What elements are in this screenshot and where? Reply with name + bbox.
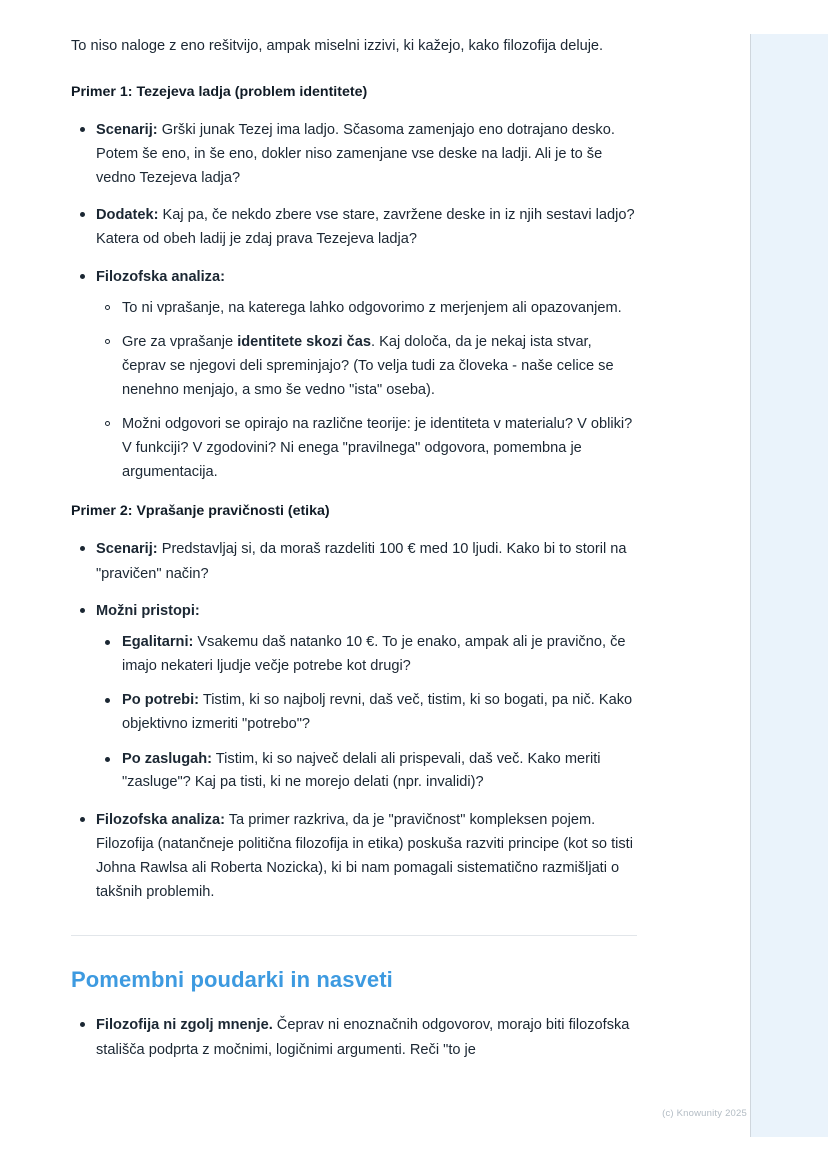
approach-label: Po potrebi: — [122, 692, 200, 709]
approach-text: Vsakemu daš natanko 10 €. To je enako, ampak ali je pravično, če imajo nekateri ljudje večje potrebe kot drugi? — [122, 633, 626, 674]
example-2-list — [71, 537, 637, 904]
list-item — [96, 297, 637, 321]
list-item — [96, 748, 637, 795]
document-content — [71, 34, 637, 1062]
rail-highlight-band — [751, 34, 828, 1137]
analysis-text-pre: Možni odgovori se opirajo na različne teorije: je identiteta v materialu? V obliki? V funkciji? V zgodovini? Ni enega "pravilnega" odgovora, pomembna je argumentacija. — [122, 416, 633, 480]
highlights-heading: Pomembni poudarki in nasveti — [71, 966, 393, 992]
item-label: Možni pristopi: — [96, 602, 200, 619]
list-item — [71, 1013, 637, 1061]
item-text: Čeprav ni enoznačnih odgovorov, morajo biti filozofska stališča podprta z močnimi, logičnimi argumenti. Reči "to je — [96, 1017, 630, 1058]
list-item — [96, 631, 637, 678]
approach-text: Tistim, ki so največ delali ali prispevali, daš več. Kako meriti "zasluge"? Kaj pa tisti, ki ne morejo delati (npr. invalidi)? — [122, 750, 601, 791]
example-1-analysis-list — [96, 297, 637, 484]
analysis-text-pre: Gre za vprašanje — [122, 334, 238, 351]
analysis-text-pre: To ni vprašanje, na katerega lahko odgovorimo z merjenjem ali opazovanjem. — [122, 299, 622, 316]
list-item — [71, 599, 637, 795]
list-item — [71, 537, 637, 585]
item-label: Scenarij: — [96, 541, 158, 558]
item-text: Kaj pa, če nekdo zbere vse stare, zavržene deske in iz njih sestavi ladjo? Katera od obeh ladij je zdaj prava Tezejeva ladja? — [96, 207, 635, 248]
item-label: Filozofija ni zgolj mnenje. — [96, 1017, 273, 1034]
item-label: Filozofska analiza: — [96, 268, 225, 285]
approach-label: Po zaslugah: — [122, 750, 213, 767]
item-text: Predstavljaj si, da moraš razdeliti 100 € med 10 ljudi. Kako bi to storil na "pravičen" način? — [96, 541, 627, 582]
item-label: Filozofska analiza: — [96, 811, 225, 828]
section-divider — [71, 935, 637, 936]
list-item — [96, 689, 637, 736]
analysis-text-bold: identitete skozi čas — [237, 334, 372, 351]
list-item — [71, 808, 637, 905]
list-item — [96, 413, 637, 484]
footer-credit: (c) Knowunity 2025 — [662, 1108, 747, 1119]
item-text: Grški junak Tezej ima ladjo. Sčasoma zamenjajo eno dotrajano desko. Potem še eno, in še eno, dokler niso zamenjane vse deske na ladji. Ali je to še vedno Tezejeva ladja? — [96, 121, 615, 186]
list-item — [71, 118, 637, 191]
right-margin-rail — [750, 34, 828, 1137]
item-text: Ta primer razkriva, da je "pravičnost" kompleksen pojem. Filozofija (natančneje politična filozofija in etika) poskuša razviti principe (kot so tisti Johna Rawlsa ali Roberta Nozicka), ki bi nam pomagali sistematično razmišljati o takšnih problemih. — [96, 811, 633, 901]
list-item — [71, 203, 637, 251]
example-2-heading: Primer 2: Vprašanje pravičnosti (etika) — [71, 503, 330, 520]
highlights-list — [71, 1013, 637, 1061]
item-label: Scenarij: — [96, 121, 158, 138]
approach-label: Egalitarni: — [122, 633, 194, 650]
item-label: Dodatek: — [96, 207, 159, 224]
intro-paragraph: To niso naloge z eno rešitvijo, ampak miselni izzivi, ki kažejo, kako filozofija deluje. — [71, 38, 604, 54]
example-1-list — [71, 118, 637, 485]
approaches-list — [96, 631, 637, 795]
list-item — [71, 265, 637, 485]
example-1-heading: Primer 1: Tezejeva ladja (problem identitete) — [71, 83, 368, 100]
approach-text: Tistim, ki so najbolj revni, daš več, tistim, ki so bogati, pa nič. Kako objektivno izmeriti "potrebo"? — [122, 692, 633, 732]
analysis-text-post: . Kaj določa, da je nekaj ista stvar, čeprav se njegovi deli spreminjajo? (To velja tudi za človeka - naše celice se nenehno menjajo, a smo še vedno "ista" oseba). — [122, 334, 614, 398]
list-item — [96, 331, 637, 402]
